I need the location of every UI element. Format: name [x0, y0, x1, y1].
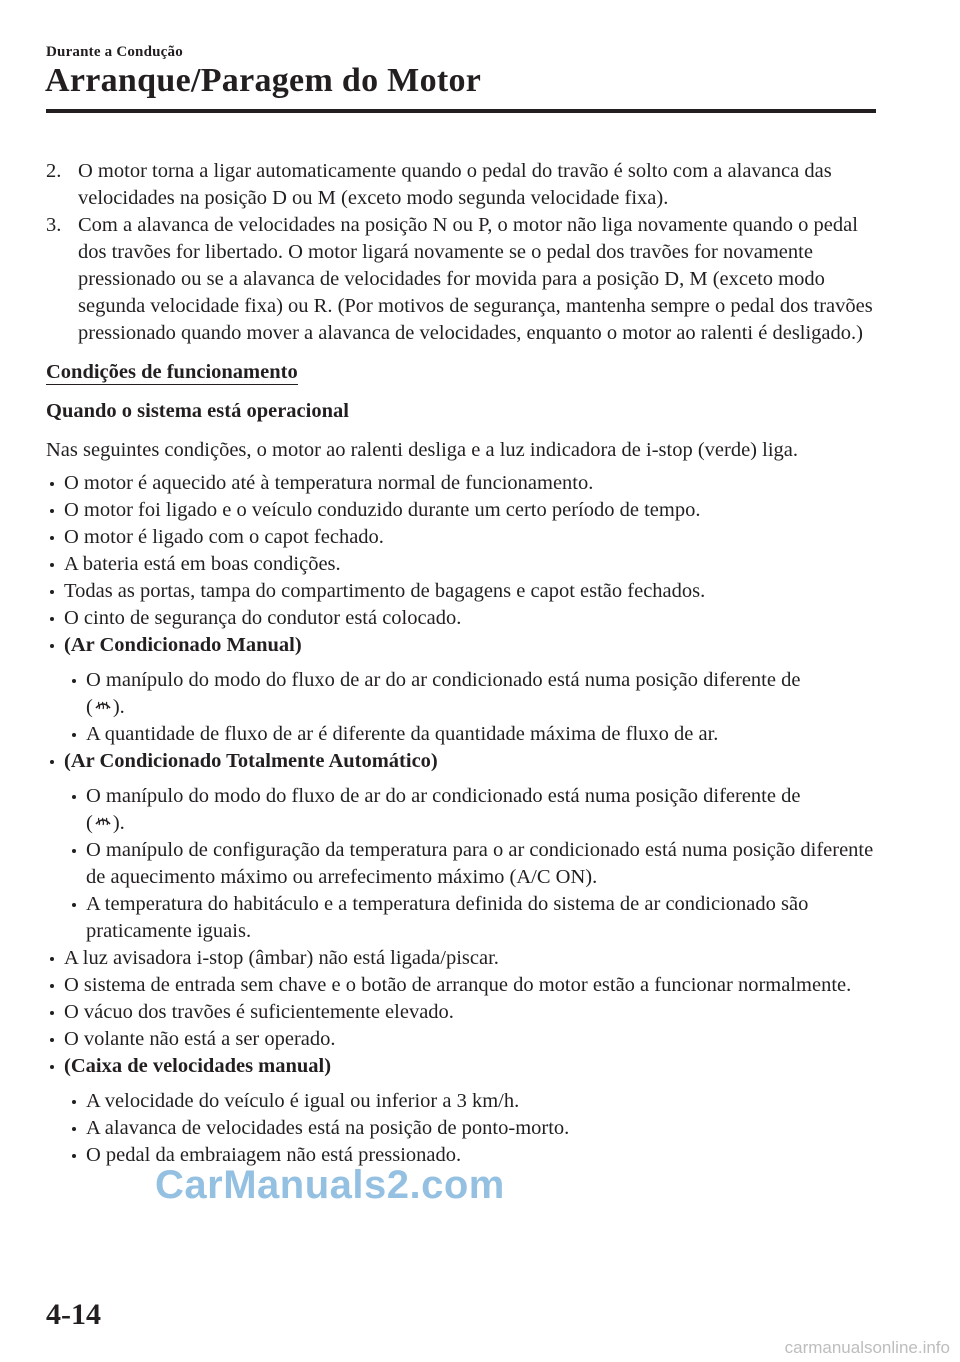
intro-paragraph: Nas seguintes condições, o motor ao ralenti desliga e a luz indicadora de i-stop (verde) liga.: [46, 439, 798, 461]
list-item-manual-ac: (Ar Condicionado Manual): [46, 632, 878, 659]
section-heading: Condições de funcionamento: [46, 361, 298, 383]
list-item: O motor é aquecido até à temperatura normal de funcionamento.: [46, 470, 878, 497]
sub-list-item: O manípulo de configuração da temperatura para o ar condicionado está numa posição diferente de aquecimento máximo ou arrefecimento máximo (A/C ON).: [46, 837, 878, 891]
sub-list-item: A quantidade de fluxo de ar é diferente da quantidade máxima de fluxo de ar.: [46, 721, 878, 748]
numbered-item-2: [46, 158, 878, 212]
list-item: Todas as portas, tampa do compartimento de bagagens e capot estão fechados.: [46, 578, 878, 605]
numbered-item-3: [46, 212, 878, 347]
list-item: A luz avisadora i-stop (âmbar) não está ligada/piscar.: [46, 945, 878, 972]
sub-list-item: A temperatura do habitáculo e a temperatura definida do sistema de ar condicionado são praticamente iguais.: [46, 891, 878, 945]
page-title: Arranque/Paragem do Motor: [45, 62, 482, 99]
item-number: 2.: [46, 160, 62, 182]
header-section-label: Durante a Condução: [46, 44, 183, 60]
footer-site-link[interactable]: carmanualsonline.info: [784, 1338, 950, 1357]
list-item-manual-gearbox: (Caixa de velocidades manual): [46, 1053, 878, 1080]
page-number: 4-14: [46, 1298, 101, 1331]
watermark: CarManuals2.com: [155, 1163, 505, 1207]
sub-list-item: O pedal da embraiagem não está pressionado.: [46, 1142, 878, 1169]
list-item: O vácuo dos travões é suficientemente elevado.: [46, 999, 878, 1026]
list-item: A bateria está em boas condições.: [46, 551, 878, 578]
list-item-auto-ac: (Ar Condicionado Totalmente Automático): [46, 748, 878, 775]
list-item: O volante não está a ser operado.: [46, 1026, 878, 1053]
item-number: 3.: [46, 214, 62, 236]
item-text: Com a alavanca de velocidades na posição N ou P, o motor não liga novamente quando o pedal dos travões for libertado. O motor ligará novamente se o pedal dos travões for novamente pressionado ou se a alavanca de velocidades for movida para a posição D, M (exceto modo segunda velocidade fixa) ou R. (Por motivos de segurança, mantenha sempre o pedal dos travões pressionado quando mover a alavanca de velocidades, enquanto o motor ao ralenti é desligado.): [78, 214, 873, 344]
page-content: [46, 158, 878, 1169]
sub-list-item: A alavanca de velocidades está na posição de ponto-morto.: [46, 1115, 878, 1142]
sub-list-item: A velocidade do veículo é igual ou inferior a 3 km/h.: [46, 1088, 878, 1115]
list-item: O motor foi ligado e o veículo conduzido durante um certo período de tempo.: [46, 497, 878, 524]
list-item: O cinto de segurança do condutor está colocado.: [46, 605, 878, 632]
header-rule: [46, 109, 876, 113]
list-item: O sistema de entrada sem chave e o botão de arranque do motor estão a funcionar normalmente.: [46, 972, 878, 999]
item-text: O motor torna a ligar automaticamente quando o pedal do travão é solto com a alavanca das velocidades na posição D ou M (exceto modo segunda velocidade fixa).: [78, 160, 832, 209]
list-item: O motor é ligado com o capot fechado.: [46, 524, 878, 551]
sub-heading: Quando o sistema está operacional: [46, 400, 349, 422]
defroster-icon: [93, 812, 113, 832]
sub-list-item: O manípulo do modo do fluxo de ar do ar condicionado está numa posição diferente de ( ).: [46, 783, 878, 837]
sub-list-item: O manípulo do modo do fluxo de ar do ar condicionado está numa posição diferente de ( ).: [46, 667, 878, 721]
defroster-icon: [93, 696, 113, 716]
